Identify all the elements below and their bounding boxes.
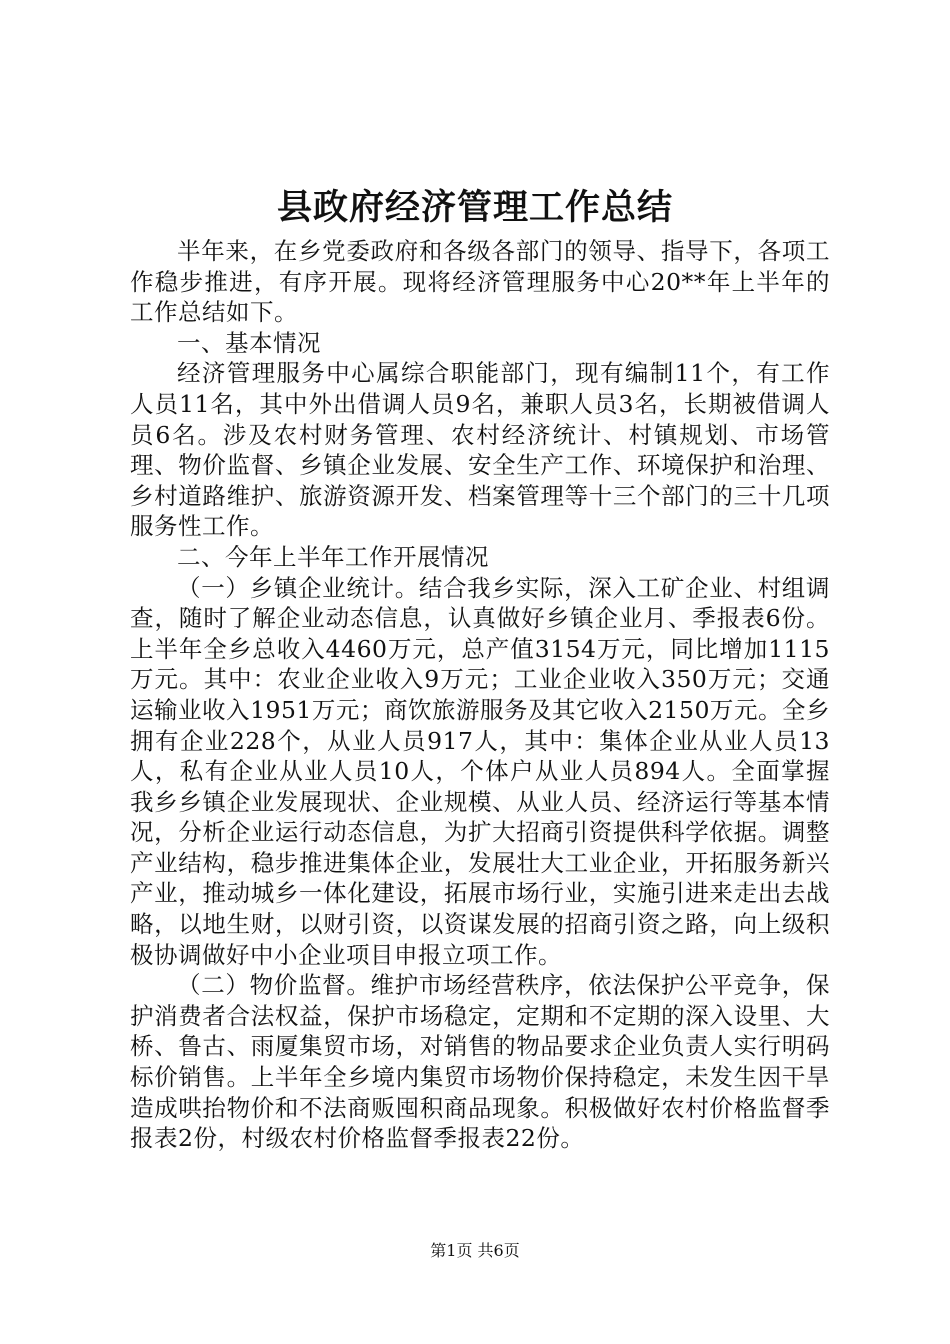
paragraph-intro: 半年来，在乡党委政府和各级各部门的领导、指导下，各项工作稳步推进，有序开展。现将经济管理服务中心20**年上半年的工作总结如下。 [130,237,830,327]
section-heading-work: 二、今年上半年工作开展情况 [177,542,489,571]
section-heading-basic: 一、基本情况 [177,328,321,357]
document-body [130,236,830,1154]
document-title: 县政府经济管理工作总结 [276,187,673,228]
paragraph-price-supervision: （二）物价监督。维护市场经营秩序，依法保护公平竞争，保护消费者合法权益，保护市场稳定，定期和不定期的深入设里、大桥、鲁古、雨厦集贸市场，对销售的物品要求企业负责人实行明码标价销售。上半年全乡境内集贸市场物价保持稳定，未发生因干旱造成哄抬物价和不法商贩囤积商品现象。积极做好农村价格监督季报表2份，村级农村价格监督季报表22份。 [130,971,830,1153]
paragraph-enterprise-stats: （一）乡镇企业统计。结合我乡实际，深入工矿企业、村组调查，随时了解企业动态信息，认真做好乡镇企业月、季报表6份。上半年全乡总收入4460万元，总产值3154万元，同比增加1115万元。其中：农业企业收入9万元；工业企业收入350万元；交通运输业收入1951万元；商饮旅游服务及其它收入2150万元。全乡拥有企业228个，从业人员917人，其中：集体企业从业人员13人，私有企业从业人员10人，个体户从业人员894人。全面掌握我乡乡镇企业发展现状、企业规模、从业人员、经济运行等基本情况，分析企业运行动态信息，为扩大招商引资提供科学依据。调整产业结构，稳步推进集体企业，发展壮大工业企业，开拓服务新兴产业，推动城乡一体化建设，拓展市场行业，实施引进来走出去战略，以地生财，以财引资，以资谋发展的招商引资之路，向上级积极协调做好中小企业项目申报立项工作。 [130,573,830,969]
page-footer: 第1页 共6页 [430,1241,520,1260]
paragraph-basic-info: 经济管理服务中心属综合职能部门，现有编制11个，有工作人员11名，其中外出借调人员9名，兼职人员3名，长期被借调人员6名。涉及农村财务管理、农村经济统计、村镇规划、市场管理、物价监督、乡镇企业发展、安全生产工作、环境保护和治理、乡村道路维护、旅游资源开发、档案管理等十三个部门的三十几项服务性工作。 [130,359,830,541]
